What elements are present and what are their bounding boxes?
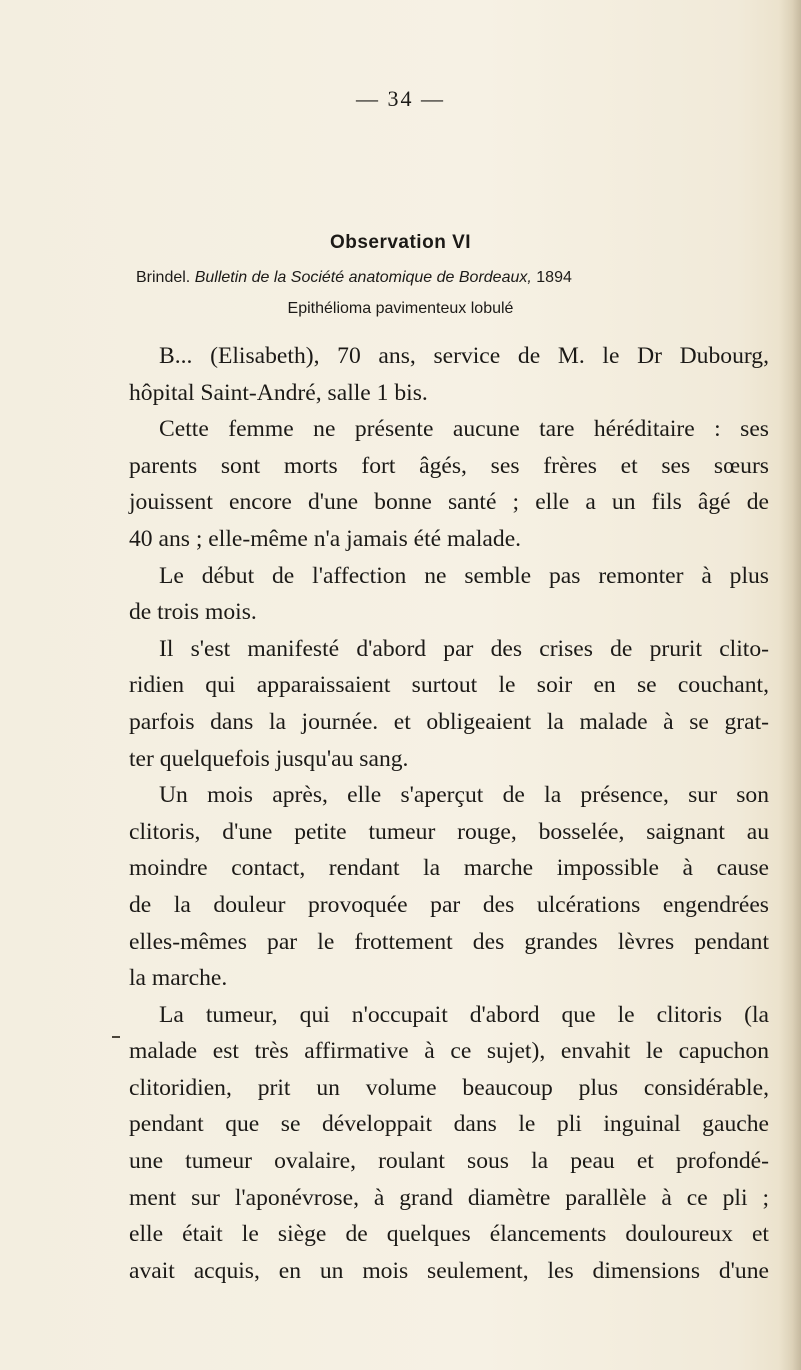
- text-line: la marche.: [129, 965, 228, 992]
- text-line: clitoridien, prit un volume beaucoup plus considérable,: [129, 1074, 769, 1101]
- text-line: parfois dans la journée. et obligeaient la malade à se grat-: [129, 708, 769, 735]
- citation: [136, 269, 572, 287]
- text-line: clitoris, d'une petite tumeur rouge, bosselée, saignant au: [129, 818, 769, 845]
- observation-title: Observation VI: [329, 232, 472, 253]
- text-line: pendant que se développait dans le pli inguinal gauche: [129, 1111, 769, 1138]
- page-number: — 34 —: [356, 86, 445, 111]
- text-line: Un mois après, elle s'aperçut de la présence, sur son: [159, 782, 769, 809]
- text-line: moindre contact, rendant la marche impossible à cause: [129, 855, 769, 882]
- observation-subtitle: Epithélioma pavimenteux lobulé: [287, 300, 514, 317]
- text-line: une tumeur ovalaire, roulant sous la peau et profondé-: [129, 1148, 769, 1175]
- text-line: hôpital Saint-André, salle 1 bis.: [129, 379, 428, 406]
- citation-source: Bulletin de la Société anatomique de Bordeaux,: [194, 269, 532, 286]
- text-line: Cette femme ne présente aucune tare héréditaire : ses: [159, 416, 769, 443]
- text-line: 40 ans ; elle-même n'a jamais été malade.: [129, 525, 522, 552]
- page-edge-shadow: [779, 0, 801, 1370]
- text-line: elle était le siège de quelques élancements douloureux et: [129, 1221, 769, 1248]
- observation-body: [129, 338, 769, 1289]
- text-line: ridien qui apparaissaient surtout le soir en se couchant,: [129, 672, 769, 699]
- text-line: avait acquis, en un mois seulement, les dimensions d'une: [129, 1257, 769, 1284]
- text-line: Il s'est manifesté d'abord par des crises de prurit clito-: [159, 635, 769, 662]
- text-line: La tumeur, qui n'occupait d'abord que le clitoris (la: [159, 1001, 769, 1028]
- text-line: ment sur l'aponévrose, à grand diamètre parallèle à ce pli ;: [129, 1184, 769, 1211]
- text-line: malade est très affirmative à ce sujet), envahit le capuchon: [129, 1038, 769, 1065]
- text-line: de trois mois.: [129, 599, 257, 626]
- citation-year: 1894: [536, 269, 572, 286]
- citation-author: Brindel.: [136, 269, 191, 286]
- text-line: B... (Elisabeth), 70 ans, service de M. le Dr Dubourg,: [159, 343, 769, 369]
- text-line: parents sont morts fort âgés, ses frères et ses sœurs: [129, 452, 769, 479]
- text-line: Le début de l'affection ne semble pas remonter à plus: [159, 562, 769, 589]
- text-line: jouissent encore d'une bonne santé ; elle a un fils âgé de: [129, 489, 769, 516]
- text-line: ter quelquefois jusqu'au sang.: [129, 745, 409, 772]
- text-line: de la douleur provoquée par des ulcérations engendrées: [129, 891, 769, 918]
- text-line: elles-mêmes par le frottement des grandes lèvres pendant: [129, 928, 769, 955]
- margin-dash-mark: [112, 1036, 120, 1038]
